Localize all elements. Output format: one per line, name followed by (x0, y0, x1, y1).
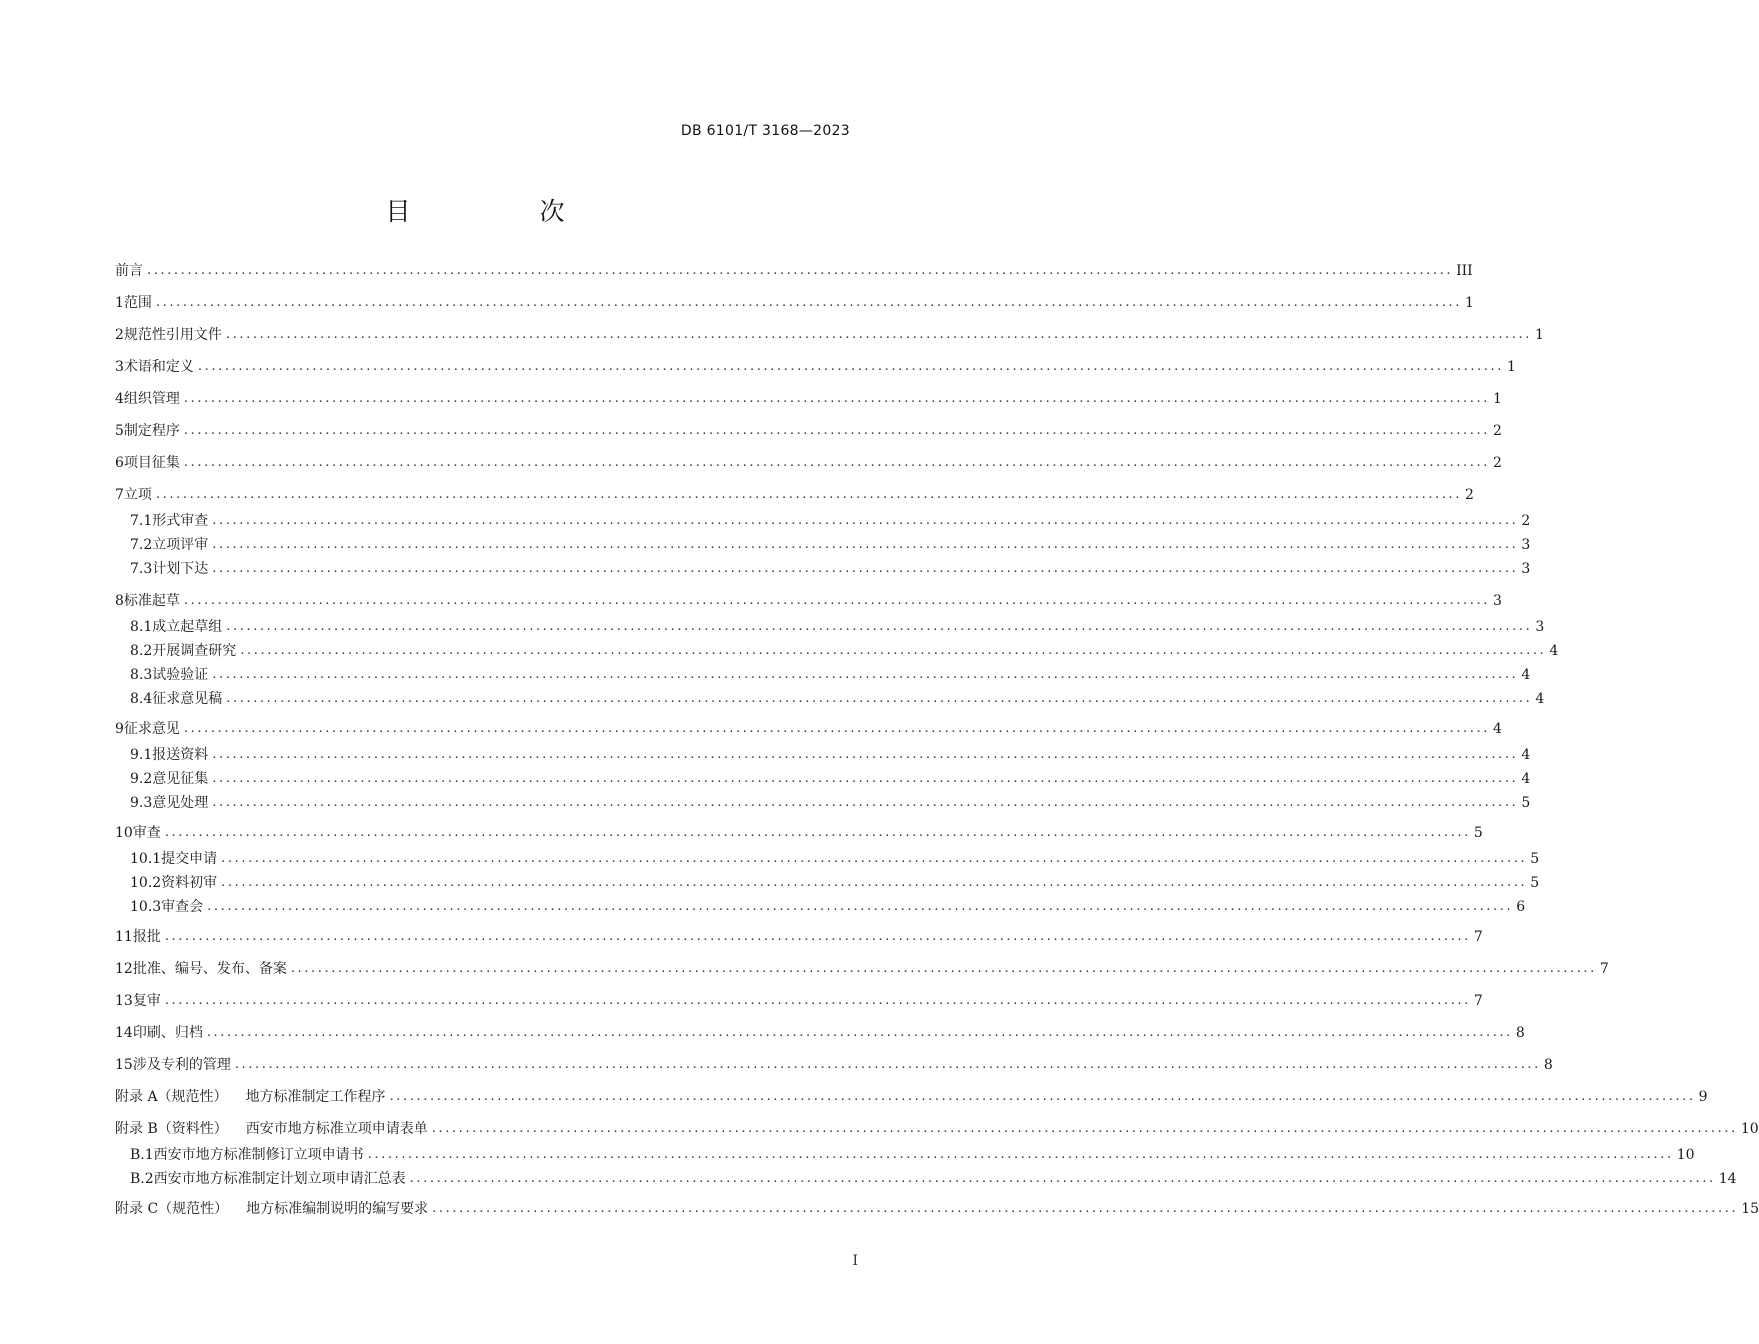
toc-entry-page: 1 (1535, 327, 1544, 343)
toc-entry-page: 2 (1465, 487, 1474, 503)
toc-entry-label: 复审 (132, 993, 161, 1009)
toc-entry-label: 地方标准制定工作程序 (245, 1089, 386, 1105)
toc-entry-number: 11 (115, 929, 133, 945)
toc-entry-page: 1 (1507, 359, 1516, 375)
toc-entry-number: 9.2 (130, 771, 153, 787)
toc-entry-label: 意见处理 (152, 795, 209, 811)
toc-entry-number: 13 (115, 993, 133, 1009)
toc-dot-leader: .................................................................................................................................................................................................. (226, 619, 1533, 634)
toc-dot-leader: .................................................................................................................................................................................................. (431, 1121, 1738, 1136)
toc-entry-page: 3 (1521, 561, 1531, 577)
toc-entry-page: 4 (1535, 691, 1545, 707)
toc-entry[interactable] (115, 486, 1474, 504)
toc-entry-number: 7.2 (130, 537, 153, 553)
toc-entry-number: 10.1 (130, 851, 162, 867)
toc-dot-leader: .................................................................................................................................................................................................. (409, 1171, 1716, 1186)
toc-entry-page: 5 (1521, 795, 1531, 811)
toc-entry[interactable] (115, 512, 1531, 530)
toc-entry-label: 组织管理 (123, 391, 180, 407)
toc-entry-label: 范围 (123, 295, 152, 311)
toc-entry-label: 审查会 (161, 899, 204, 915)
toc-dot-leader: .................................................................................................................................................................................................. (147, 263, 1454, 278)
toc-entry-label: 涉及专利的管理 (132, 1057, 231, 1073)
toc-entry[interactable] (115, 294, 1474, 312)
toc-entry-number: 4 (115, 391, 124, 407)
toc-entry-page: 6 (1516, 899, 1526, 915)
toc-dot-leader: .................................................................................................................................................................................................. (432, 1201, 1739, 1216)
toc-dot-leader: .................................................................................................................................................................................................. (207, 899, 1514, 914)
toc-entry[interactable] (115, 746, 1531, 764)
toc-entry-number: 附录 C（规范性） (115, 1201, 229, 1217)
toc-dot-leader: .................................................................................................................................................................................................. (155, 487, 1462, 502)
toc-entry-page: 3 (1493, 593, 1502, 609)
toc-entry[interactable] (115, 720, 1502, 738)
toc-entry-label: 报批 (132, 929, 161, 945)
toc-entry[interactable] (115, 390, 1502, 408)
toc-entry[interactable] (115, 536, 1531, 554)
toc-entry-number: 1 (115, 295, 124, 311)
toc-entry-label: 西安市地方标准制修订立项申请书 (153, 1147, 364, 1163)
toc-dot-leader: .................................................................................................................................................................................................. (367, 1147, 1674, 1162)
toc-entry-page: 1 (1493, 391, 1502, 407)
toc-dot-leader: .................................................................................................................................................................................................. (212, 667, 1519, 682)
toc-entry-number: 9 (115, 721, 124, 737)
toc-entry-page: 7 (1473, 993, 1483, 1009)
toc-dot-leader: .................................................................................................................................................................................................. (212, 795, 1519, 810)
toc-entry-number: 7.1 (130, 513, 153, 529)
toc-dot-leader: .................................................................................................................................................................................................. (212, 513, 1519, 528)
toc-entry[interactable] (115, 1120, 1759, 1138)
toc-entry[interactable] (115, 824, 1483, 842)
toc-dot-leader: .................................................................................................................................................................................................. (234, 1057, 1541, 1072)
toc-entry-number: 附录 A（规范性） (115, 1089, 228, 1105)
toc-entry-label: 试验验证 (152, 667, 209, 683)
toc-entry-page: 5 (1530, 875, 1540, 891)
toc-dot-leader: .................................................................................................................................................................................................. (206, 1025, 1513, 1040)
toc-entry-number: 8 (115, 593, 124, 609)
toc-entry[interactable] (115, 592, 1502, 610)
toc-entry[interactable] (115, 690, 1545, 708)
toc-entry[interactable] (115, 794, 1531, 812)
toc-dot-leader: .................................................................................................................................................................................................. (212, 537, 1519, 552)
toc-entry-label: 西安市地方标准立项申请表单 (245, 1121, 428, 1137)
toc-dot-leader: .................................................................................................................................................................................................. (221, 875, 1528, 890)
toc-entry-page: 4 (1493, 721, 1502, 737)
toc-entry-number: 3 (115, 359, 124, 375)
toc-dot-leader: .................................................................................................................................................................................................. (225, 327, 1532, 342)
toc-entry-label: 提交申请 (161, 851, 218, 867)
toc-dot-leader: .................................................................................................................................................................................................. (290, 961, 1597, 976)
toc-entry[interactable] (115, 898, 1526, 916)
toc-entry-label: 审查 (132, 825, 161, 841)
toc-dot-leader: .................................................................................................................................................................................................. (212, 771, 1519, 786)
toc-entry-label: 制定程序 (123, 423, 180, 439)
toc-dot-leader: .................................................................................................................................................................................................. (164, 993, 1471, 1008)
toc-entry-page: 7 (1473, 929, 1483, 945)
toc-entry-label: 立项评审 (152, 537, 209, 553)
toc-entry-page: 4 (1521, 747, 1531, 763)
toc-entry-page: 10 (1740, 1121, 1759, 1137)
toc-entry-label: 规范性引用文件 (123, 327, 222, 343)
toc-entry-page: 15 (1741, 1201, 1759, 1217)
toc-entry-page: III (1456, 263, 1473, 279)
toc-entry-page: 10 (1676, 1147, 1695, 1163)
toc-entry-page: 9 (1698, 1089, 1708, 1105)
toc-entry-number: 12 (115, 961, 133, 977)
toc-entry-page: 5 (1473, 825, 1483, 841)
toc-entry[interactable] (115, 850, 1540, 868)
toc-entry-label: 批准、编号、发布、备案 (132, 961, 287, 977)
toc-dot-leader: .................................................................................................................................................................................................. (221, 851, 1528, 866)
toc-entry-page: 5 (1530, 851, 1540, 867)
toc-entry[interactable] (115, 618, 1545, 636)
toc-entry[interactable] (115, 1146, 1695, 1164)
toc-dot-leader: .................................................................................................................................................................................................. (197, 359, 1504, 374)
page-number: I (852, 1253, 858, 1269)
toc-entry-label: 术语和定义 (123, 359, 194, 375)
toc-entry-number: 10.2 (130, 875, 162, 891)
toc-entry[interactable] (115, 960, 1609, 978)
toc-entry-label: 印刷、归档 (132, 1025, 203, 1041)
toc-entry-label: 报送资料 (152, 747, 209, 763)
page-title: 目 次 (385, 197, 617, 226)
toc-entry-label: 标准起草 (123, 593, 180, 609)
toc-entry-label: 前言 (115, 263, 143, 279)
toc-entry-number: 9.3 (130, 795, 153, 811)
toc-entry[interactable] (115, 326, 1544, 344)
toc-entry-number: 2 (115, 327, 124, 343)
toc-entry-number: 15 (115, 1057, 133, 1073)
toc-dot-leader: .................................................................................................................................................................................................. (183, 391, 1490, 406)
toc-entry-number: 8.4 (130, 691, 153, 707)
toc-entry[interactable] (115, 262, 1473, 280)
toc-entry[interactable] (115, 1056, 1553, 1074)
toc-entry-number: 9.1 (130, 747, 153, 763)
toc-dot-leader: .................................................................................................................................................................................................. (164, 929, 1471, 944)
toc-dot-leader: .................................................................................................................................................................................................. (183, 423, 1490, 438)
toc-entry-number: 附录 B（资料性） (115, 1121, 228, 1137)
toc-entry-page: 2 (1493, 423, 1502, 439)
toc-dot-leader: .................................................................................................................................................................................................. (183, 593, 1490, 608)
toc-entry-page: 3 (1521, 537, 1531, 553)
toc-entry[interactable] (115, 992, 1483, 1010)
toc-dot-leader: .................................................................................................................................................................................................. (212, 747, 1519, 762)
toc-entry[interactable] (115, 770, 1531, 788)
toc-entry-page: 2 (1521, 513, 1531, 529)
toc-entry-page: 1 (1465, 295, 1474, 311)
toc-entry-number: 7 (115, 487, 124, 503)
toc-entry-number: B.1 (130, 1147, 154, 1163)
toc-entry-page: 3 (1535, 619, 1545, 635)
toc-entry[interactable] (115, 874, 1540, 892)
toc-entry-label: 项目征集 (123, 455, 180, 471)
toc-entry-label: 西安市地方标准制定计划立项申请汇总表 (153, 1171, 406, 1187)
toc-entry[interactable] (115, 666, 1531, 684)
toc-entry-page: 4 (1521, 771, 1531, 787)
toc-entry-number: 10 (115, 825, 133, 841)
toc-entry-label: 形式审查 (152, 513, 209, 529)
toc-entry[interactable] (115, 422, 1502, 440)
toc-dot-leader: .................................................................................................................................................................................................. (183, 455, 1490, 470)
toc-entry[interactable] (115, 454, 1502, 472)
toc-entry-label: 立项 (123, 487, 152, 503)
toc-entry[interactable] (115, 1200, 1759, 1218)
toc-dot-leader: .................................................................................................................................................................................................. (183, 721, 1490, 736)
toc-entry[interactable] (115, 1024, 1525, 1042)
toc-entry-number: 10.3 (130, 899, 162, 915)
toc-entry[interactable] (115, 1088, 1708, 1106)
toc-entry-page: 7 (1599, 961, 1609, 977)
toc-dot-leader: .................................................................................................................................................................................................. (164, 825, 1471, 840)
toc-entry-number: 7.3 (130, 561, 153, 577)
toc-entry-number: 5 (115, 423, 124, 439)
toc-entry-page: 2 (1493, 455, 1502, 471)
toc-dot-leader: .................................................................................................................................................................................................. (389, 1089, 1696, 1104)
toc-entry[interactable] (115, 560, 1531, 578)
toc-entry[interactable] (115, 642, 1559, 660)
toc-entry-page: 8 (1515, 1025, 1525, 1041)
toc-entry-label: 地方标准编制说明的编写要求 (246, 1201, 429, 1217)
toc-entry-number: B.2 (130, 1171, 154, 1187)
toc-entry[interactable] (115, 1170, 1737, 1188)
toc-dot-leader: .................................................................................................................................................................................................. (155, 295, 1462, 310)
table-of-contents (115, 262, 1759, 1222)
toc-entry-page: 4 (1549, 643, 1559, 659)
toc-entry-label: 征求意见稿 (152, 691, 223, 707)
standard-number: DB 6101/T 3168—2023 (680, 123, 850, 139)
toc-entry-label: 计划下达 (152, 561, 209, 577)
toc-entry-label: 意见征集 (152, 771, 209, 787)
toc-entry-number: 6 (115, 455, 124, 471)
toc-entry-page: 4 (1521, 667, 1531, 683)
toc-entry-number: 14 (115, 1025, 133, 1041)
toc-entry[interactable] (115, 928, 1483, 946)
toc-entry-page: 8 (1543, 1057, 1553, 1073)
toc-entry-label: 开展调查研究 (152, 643, 237, 659)
toc-entry[interactable] (115, 358, 1516, 376)
toc-entry-label: 征求意见 (123, 721, 180, 737)
toc-dot-leader: .................................................................................................................................................................................................. (240, 643, 1547, 658)
toc-entry-number: 8.1 (130, 619, 153, 635)
toc-entry-number: 8.2 (130, 643, 153, 659)
toc-entry-label: 成立起草组 (152, 619, 223, 635)
toc-dot-leader: .................................................................................................................................................................................................. (226, 691, 1533, 706)
toc-entry-page: 14 (1718, 1171, 1737, 1187)
toc-entry-number: 8.3 (130, 667, 153, 683)
toc-entry-label: 资料初审 (161, 875, 218, 891)
toc-dot-leader: .................................................................................................................................................................................................. (212, 561, 1519, 576)
